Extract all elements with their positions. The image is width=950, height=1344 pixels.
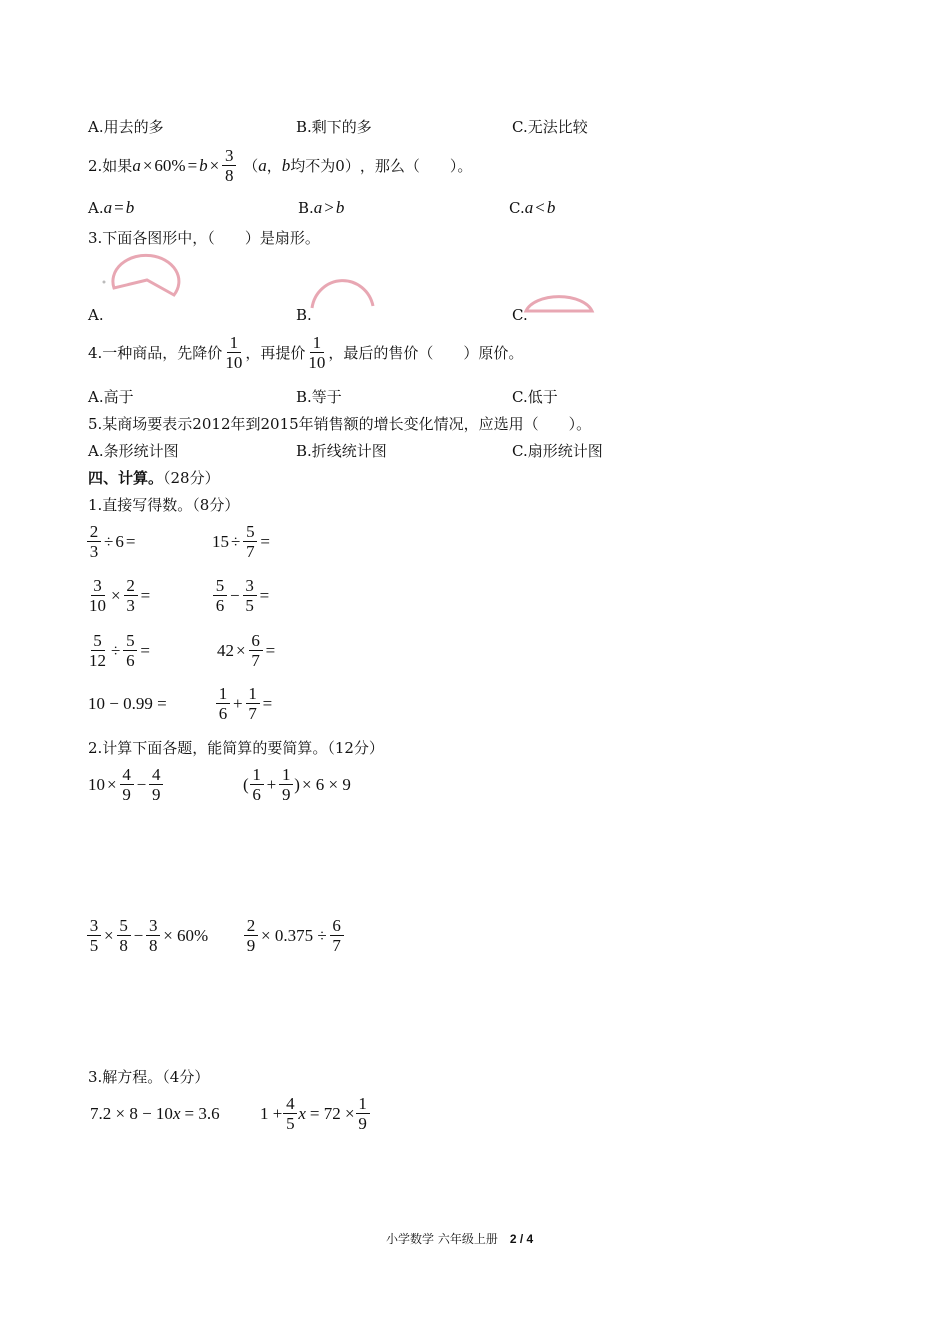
question-4	[88, 333, 523, 372]
q3-dot	[103, 281, 106, 284]
section-4-title	[88, 467, 220, 488]
question-2	[88, 146, 472, 185]
q2-prefix: 2.如果	[88, 157, 133, 175]
oral-expr-5: $\frac{5}{12}$ ÷ $\frac{5}{6}$ =	[89, 631, 150, 670]
q2-fraction: $\frac{3}{8}$	[222, 146, 236, 185]
q2-var-a: a	[132, 155, 141, 175]
q4-prefix: 4.一种商品，先降价	[88, 344, 223, 362]
q2-paren-open: （	[243, 157, 259, 175]
q2-cond-b: b	[281, 155, 291, 175]
q4-option-a: A.高于	[88, 388, 134, 406]
q3-shape-a	[98, 248, 188, 308]
oral-expr-1: $\frac{2}{3}$ ÷ 6 =	[86, 522, 137, 561]
oral-expr-6: 42 × $\frac{6}{7}$ =	[217, 631, 276, 670]
q5-option-a: A.条形统计图	[88, 442, 179, 460]
q2-option-b: B. a > b	[298, 198, 345, 217]
q2-var-b: b	[199, 155, 208, 175]
q2-cond-a: a	[258, 155, 267, 175]
q3-option-b: B.	[296, 306, 312, 324]
q4-fraction-2: $\frac{1}{10}$	[308, 333, 326, 372]
q2-option-a: A. a = b	[88, 198, 135, 217]
q1-option-a: A.用去的多	[88, 118, 164, 136]
q3-segment-shape	[526, 297, 592, 311]
q2-comma: ，	[266, 157, 282, 175]
q1-option-c: C.无法比较	[512, 118, 588, 136]
page-footer	[386, 1230, 533, 1247]
equation-1: 7.2 × 8 − 10 x = 3.6	[90, 1104, 220, 1123]
q4-option-c: C.低于	[512, 388, 558, 406]
q3-shape-c	[520, 282, 600, 318]
question-3: 3.下面各图形中，（ ）是扇形。	[88, 229, 320, 247]
section-4-heading: 四、计算。	[88, 469, 164, 487]
page-number: 2 / 4	[509, 1232, 534, 1246]
q2-times: ×	[142, 155, 153, 175]
oral-expr-2: 15 ÷ $\frac{5}{7}$ =	[212, 522, 270, 561]
q3-option-a: A.	[88, 306, 104, 324]
part-1-title: 1.直接写得数。（8分）	[88, 496, 240, 514]
calc-expr-4: $\frac{2}{9}$ × 0.375 ÷ $\frac{6}{7}$	[243, 916, 345, 955]
q2-percent: 60%	[154, 155, 186, 175]
q3-arc-shape	[312, 281, 373, 308]
oral-expr-3: $\frac{3}{10}$ × $\frac{2}{3}$ =	[89, 576, 151, 615]
q2-eq: =	[187, 155, 198, 175]
section-4-score: （28分）	[163, 469, 220, 487]
q3-option-c: C.	[512, 306, 528, 324]
q4-fraction-1: $\frac{1}{10}$	[225, 333, 243, 372]
q2-suffix: ，那么（ ）。	[359, 157, 473, 175]
part-2-title: 2.计算下面各题，能简算的要简算。（12分）	[88, 739, 384, 757]
oral-expr-7: 10 − 0.99 =	[88, 694, 167, 713]
q3-sector-shape	[113, 255, 179, 295]
q2-condition: 均不为0）	[290, 157, 360, 175]
q1-option-b: B.剩下的多	[296, 118, 372, 136]
calc-expr-3: $\frac{3}{5}$ × $\frac{5}{8}$ − $\frac{3}{8}$ × 60%	[86, 916, 208, 955]
equation-2: 1 + $\frac{4}{5}$ x = 72 × $\frac{1}{9}$	[260, 1094, 371, 1133]
oral-expr-8: $\frac{1}{6}$ + $\frac{1}{7}$ =	[215, 684, 274, 723]
q5-option-b: B.折线统计图	[296, 442, 387, 460]
q2-option-c: C. a < b	[509, 198, 556, 217]
oral-expr-4: $\frac{5}{6}$ − $\frac{3}{5}$ =	[212, 576, 271, 615]
q4-option-b: B.等于	[296, 388, 342, 406]
q2-times-2: ×	[209, 155, 220, 175]
footer-text: 小学数学 六年级上册	[386, 1232, 498, 1246]
part-3-title: 3.解方程。（4分）	[88, 1068, 210, 1086]
question-5: 5.某商场要表示2012年到2015年销售额的增长变化情况，应选用（ ）。	[88, 415, 592, 433]
q4-suffix: ，最后的售价（ ）原价。	[328, 344, 524, 362]
q4-mid: ，再提价	[245, 344, 306, 362]
calc-expr-1: 10 × $\frac{4}{9}$ − $\frac{4}{9}$	[88, 765, 164, 804]
q3-shape-b	[300, 264, 390, 314]
calc-expr-2: ( $\frac{1}{6}$ + $\frac{1}{9}$ ) × 6 × 9	[243, 765, 351, 804]
q5-option-c: C.扇形统计图	[512, 442, 603, 460]
